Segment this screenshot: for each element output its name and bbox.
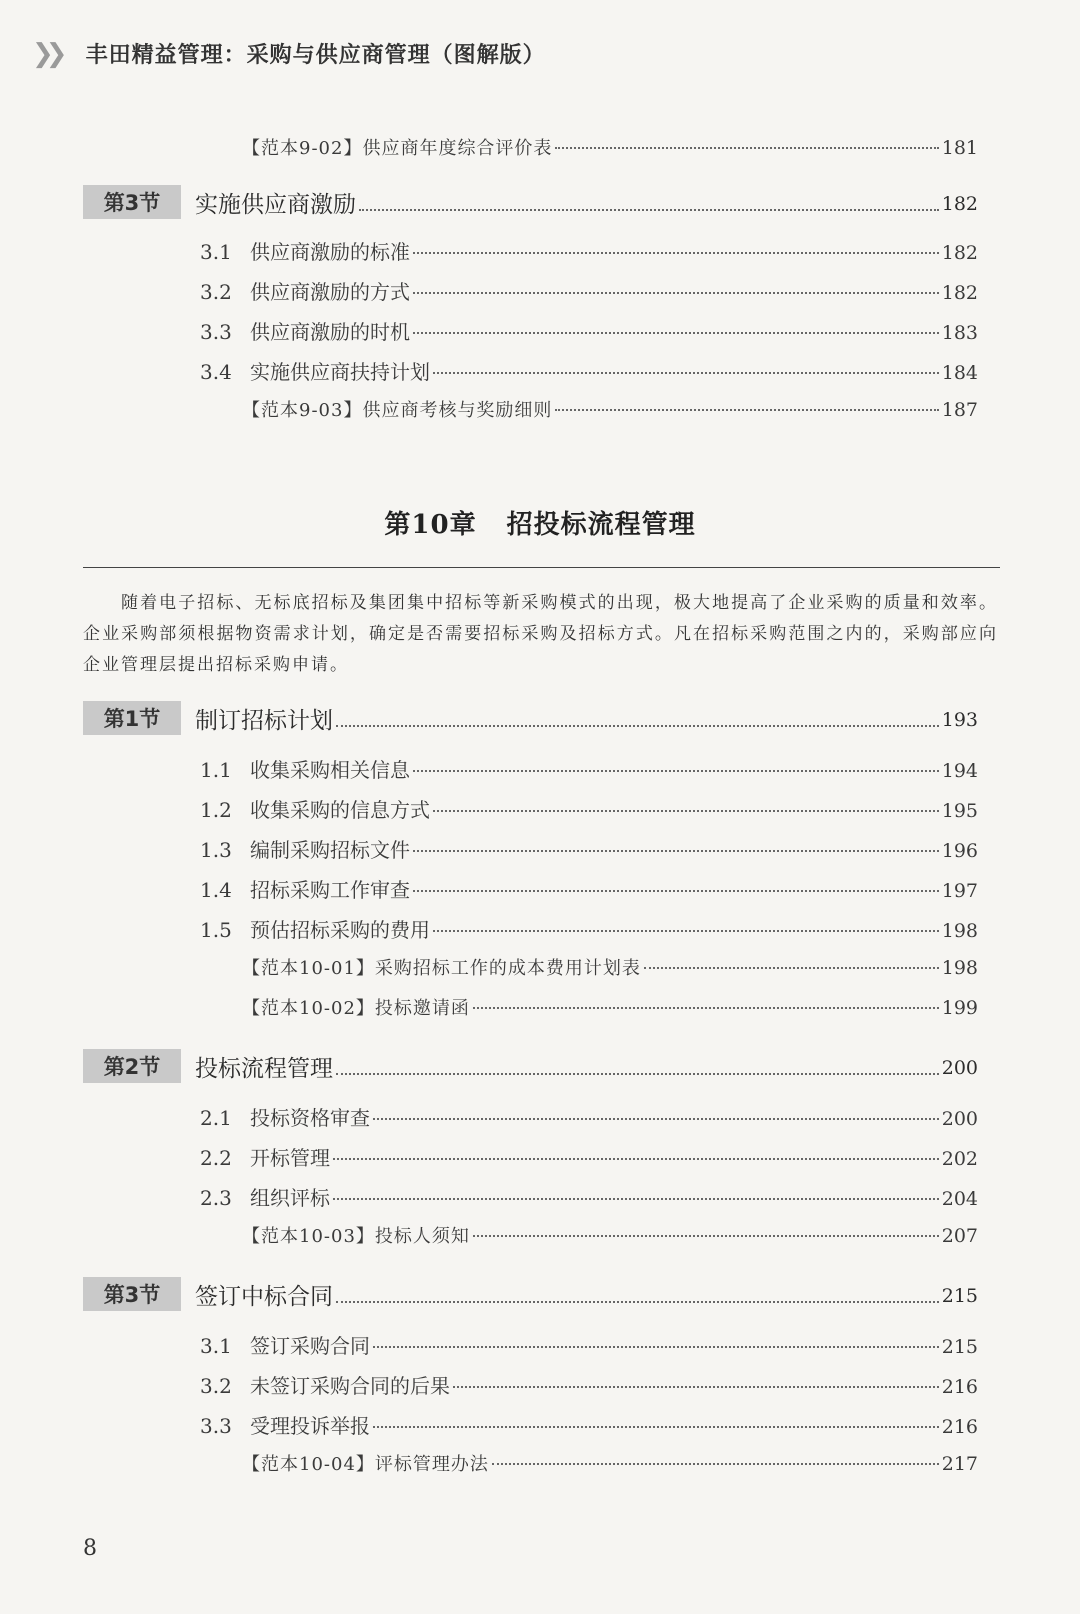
page-number: 8: [83, 1536, 97, 1561]
entry-text: 签订采购合同: [250, 1334, 370, 1358]
toc-section[interactable]: [83, 1048, 978, 1084]
toc-entry[interactable]: [200, 754, 978, 784]
toc-entry-template[interactable]: [242, 954, 978, 984]
leader-dots: [644, 967, 939, 969]
leader-dots: [413, 850, 939, 852]
section-page: 193: [941, 709, 978, 731]
leader-dots: [433, 372, 939, 374]
entry-number: 3.4: [200, 360, 232, 384]
entry-text: 【范本10-02】投标邀请函: [242, 998, 470, 1019]
section-page: 200: [941, 1057, 978, 1079]
entry-number: 3.2: [200, 1374, 232, 1398]
leader-dots: [413, 292, 939, 294]
entry-page: 187: [941, 399, 978, 421]
section-title: 实施供应商激励: [195, 191, 356, 218]
leader-dots: [555, 147, 938, 149]
entry-text: 编制采购招标文件: [250, 838, 410, 862]
entry-text: 供应商激励的时机: [250, 320, 410, 344]
leader-dots: [413, 252, 939, 254]
entry-page: 182: [941, 282, 978, 304]
leader-dots: [359, 209, 939, 211]
entry-page: 216: [941, 1376, 978, 1398]
entry-number: 3.2: [200, 280, 232, 304]
entry-text: 受理投诉举报: [250, 1414, 370, 1438]
entry-text: 供应商激励的标准: [250, 240, 410, 264]
toc-entry-template[interactable]: [242, 396, 978, 426]
toc-entry[interactable]: [200, 1330, 978, 1360]
section-title: 签订中标合同: [195, 1283, 333, 1310]
entry-page: 204: [941, 1188, 978, 1210]
entry-text: 收集采购的信息方式: [250, 798, 430, 822]
toc-entry[interactable]: [200, 914, 978, 944]
chapter-label: 第10章: [384, 510, 477, 540]
toc-entry-template[interactable]: [242, 134, 978, 164]
leader-dots: [336, 725, 939, 727]
section-badge: 第1节: [83, 701, 181, 735]
entry-text: 未签订采购合同的后果: [250, 1374, 450, 1398]
leader-dots: [333, 1158, 939, 1160]
entry-number: 2.2: [200, 1146, 232, 1170]
book-title: 丰田精益管理：采购与供应商管理（图解版）: [85, 43, 546, 68]
entry-page: 184: [941, 362, 978, 384]
entry-number: 1.2: [200, 798, 232, 822]
toc-entry[interactable]: [200, 1182, 978, 1212]
entry-page: 199: [941, 997, 978, 1019]
entry-text: 收集采购相关信息: [250, 758, 410, 782]
entry-page: 207: [941, 1225, 978, 1247]
entry-page: 181: [941, 137, 978, 159]
entry-number: 1.1: [200, 758, 232, 782]
leader-dots: [373, 1118, 939, 1120]
entry-text: 组织评标: [250, 1186, 330, 1210]
leader-dots: [473, 1235, 939, 1237]
chapter-intro: 随着电子招标、无标底招标及集团集中招标等新采购模式的出现，极大地提高了企业采购的质量和效率。企业采购部须根据物资需求计划，确定是否需要招标采购及招标方式。凡在招标采购范围之内的，采购部应向企业管理层提出招标采购申请。: [83, 593, 998, 675]
section-title: 制订招标计划: [195, 707, 333, 734]
entry-text: 【范本10-03】投标人须知: [242, 1226, 470, 1247]
leader-dots: [373, 1346, 939, 1348]
leader-dots: [413, 332, 939, 334]
toc-section[interactable]: [83, 1276, 978, 1312]
leader-dots: [333, 1198, 939, 1200]
entry-number: 1.5: [200, 918, 232, 942]
toc-section[interactable]: [83, 700, 978, 736]
toc-entry[interactable]: [200, 276, 978, 306]
toc-entry[interactable]: [200, 1410, 978, 1440]
section-badge: 第2节: [83, 1049, 181, 1083]
toc-entry[interactable]: [200, 874, 978, 904]
entry-page: 215: [941, 1336, 978, 1358]
entry-page: 195: [941, 800, 978, 822]
leader-dots: [413, 770, 939, 772]
section-badge: 第3节: [83, 1277, 181, 1311]
entry-text: 实施供应商扶持计划: [250, 360, 430, 384]
toc-entry[interactable]: [200, 794, 978, 824]
toc-entry[interactable]: [200, 316, 978, 346]
section-page: 182: [941, 193, 978, 215]
leader-dots: [555, 409, 938, 411]
entry-page: 198: [941, 920, 978, 942]
entry-page: 217: [941, 1453, 978, 1475]
entry-text: 投标资格审查: [250, 1106, 370, 1130]
entry-number: 3.1: [200, 240, 232, 264]
chapter-title: 招投标流程管理: [506, 510, 696, 540]
section-badge: 第3节: [83, 185, 181, 219]
entry-number: 1.3: [200, 838, 232, 862]
entry-text: 【范本9-02】供应商年度综合评价表: [242, 138, 553, 159]
entry-page: 216: [941, 1416, 978, 1438]
entry-page: 200: [941, 1108, 978, 1130]
entry-number: 3.1: [200, 1334, 232, 1358]
entry-text: 供应商激励的方式: [250, 280, 410, 304]
leader-dots: [336, 1301, 939, 1303]
leader-dots: [373, 1426, 939, 1428]
entry-text: 【范本10-01】采购招标工作的成本费用计划表: [242, 958, 641, 979]
toc-entry[interactable]: [200, 834, 978, 864]
toc-entry[interactable]: [200, 236, 978, 266]
leader-dots: [492, 1463, 939, 1465]
chevron-icon: ❯❯: [32, 38, 60, 69]
toc-section[interactable]: [83, 184, 978, 220]
leader-dots: [433, 930, 939, 932]
entry-number: 2.1: [200, 1106, 232, 1130]
toc-entry[interactable]: [200, 356, 978, 386]
leader-dots: [413, 890, 939, 892]
entry-page: 197: [941, 880, 978, 902]
entry-text: 【范本10-04】评标管理办法: [242, 1454, 489, 1475]
leader-dots: [433, 810, 939, 812]
entry-page: 198: [941, 957, 978, 979]
section-page: 215: [941, 1285, 978, 1307]
entry-page: 196: [941, 840, 978, 862]
running-header: [32, 38, 546, 69]
toc-entry-template[interactable]: [242, 1222, 978, 1252]
entry-text: 预估招标采购的费用: [250, 918, 430, 942]
toc-entry[interactable]: [200, 1142, 978, 1172]
entry-page: 202: [941, 1148, 978, 1170]
chapter-heading: [0, 504, 1080, 541]
section-title: 投标流程管理: [195, 1055, 333, 1082]
toc-entry-template[interactable]: [242, 1450, 978, 1480]
entry-number: 3.3: [200, 1414, 232, 1438]
leader-dots: [453, 1386, 939, 1388]
entry-page: 183: [941, 322, 978, 344]
leader-dots: [473, 1007, 939, 1009]
toc-entry[interactable]: [200, 1370, 978, 1400]
entry-text: 开标管理: [250, 1146, 330, 1170]
toc-entry-template[interactable]: [242, 994, 978, 1024]
toc-entry[interactable]: [200, 1102, 978, 1132]
chapter-divider: [83, 567, 1000, 568]
leader-dots: [336, 1073, 939, 1075]
entry-number: 2.3: [200, 1186, 232, 1210]
entry-page: 194: [941, 760, 978, 782]
entry-number: 1.4: [200, 878, 232, 902]
entry-text: 招标采购工作审查: [250, 878, 410, 902]
entry-text: 【范本9-03】供应商考核与奖励细则: [242, 400, 553, 421]
entry-number: 3.3: [200, 320, 232, 344]
entry-page: 182: [941, 242, 978, 264]
